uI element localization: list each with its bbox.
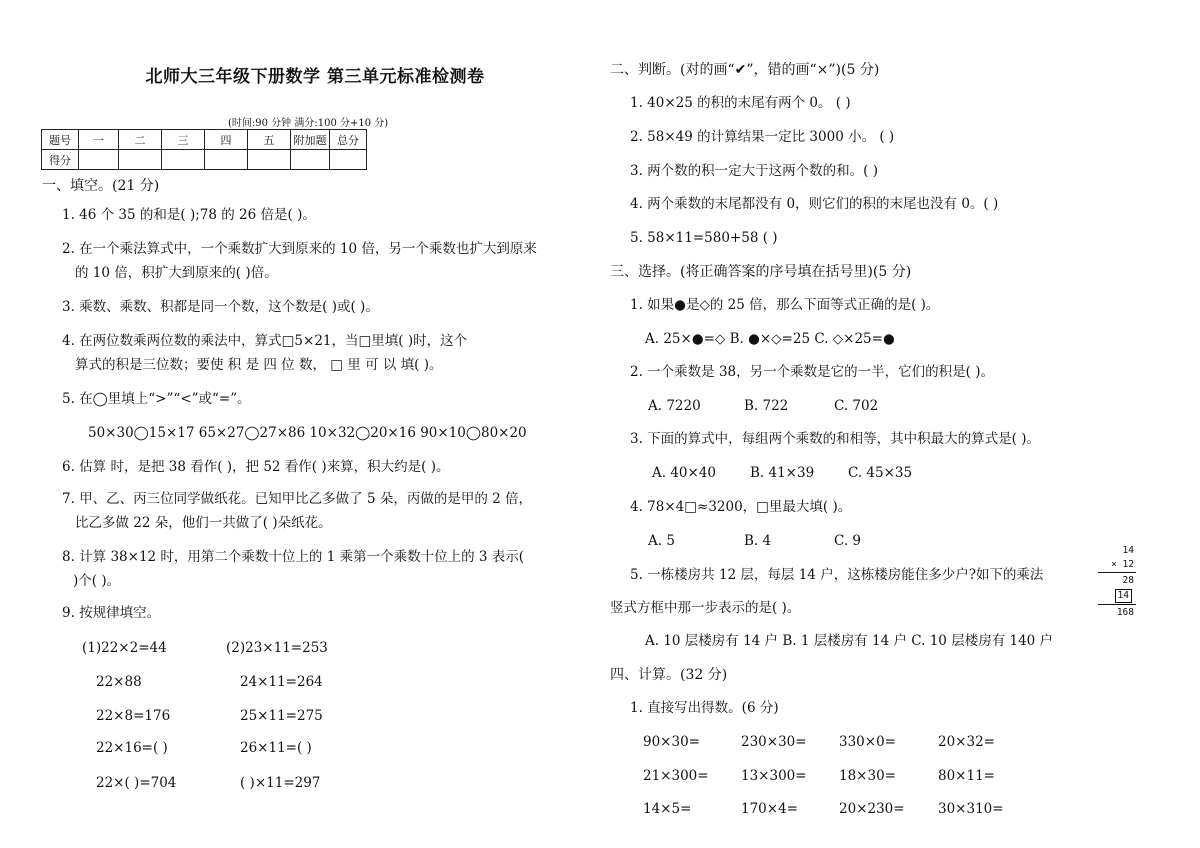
score-table-row-label: 得分 [42,150,79,170]
choice-option: B. 4 [744,533,772,549]
calc-item: 14×5= [643,801,692,817]
calc-item: 80×11= [938,768,995,784]
calc-item: 230×30= [741,734,807,750]
calc-item: 170×4= [741,801,798,817]
choice-option: C. 9 [834,533,862,549]
pattern-right-item: ( )×11=297 [240,775,321,791]
vertical-top-factor: 14 [1122,545,1134,556]
vertical-rule [1098,572,1136,573]
vertical-partial-product: 28 [1122,575,1134,586]
score-table-score-row [42,150,367,170]
calc-item: 21×300= [643,768,709,784]
score-table-header: 三 [162,130,205,150]
score-cell[interactable] [330,150,367,170]
pattern-right-item: 24×11=264 [240,674,323,690]
question: 8. 计算 38×12 时，用第二个乘数十位上的 1 乘第一个乘数十位上的 3 表示( [62,549,525,565]
score-table-header: 题号 [42,130,79,150]
calc-item: 330×0= [839,734,896,750]
score-cell[interactable] [79,150,119,170]
score-table-header: 四 [205,130,248,150]
question: 6. 估算 时，是把 38 看作( )，把 52 看作( )来算，积大约是( )。 [62,459,450,475]
pattern-left-item: 22×8=176 [96,708,171,724]
pattern-right-item: (2)23×11=253 [226,640,328,656]
section-heading: 三、选择。(将正确答案的序号填在括号里)(5 分) [610,264,912,280]
true-false-item: 5. 58×11=580+58 ( ) [630,230,778,246]
choice-option: C. 45×35 [848,465,913,481]
true-false-item: 2. 58×49 的计算结果一定比 3000 小。 ( ) [630,129,895,145]
score-cell[interactable] [205,150,248,170]
choice-option: C. 702 [834,398,879,414]
calc-item: 18×30= [839,768,896,784]
question: 2. 在一个乘法算式中，一个乘数扩大到原来的 10 倍，另一个乘数也扩大到原来 [62,241,537,257]
document-title: 北师大三年级下册数学 第三单元标准检测卷 [145,67,485,87]
question-continued: 算式的积是三位数；要使 积 是 四 位 数， □ 里 可 以 填( )。 [75,357,443,373]
choice-option: A. 7220 [648,398,701,414]
choice-options: A. 10 层楼房有 14 户 B. 1 层楼房有 14 户 C. 10 层楼房有 140 户 [645,633,1054,649]
question: 7. 甲、乙、丙三位同学做纸花。已知甲比乙多做了 5 朵，丙做的是甲的 2 倍， [62,491,533,507]
choice-option: B. 41×39 [750,465,815,481]
true-false-item: 3. 两个数的积一定大于这两个数的和。( ) [630,163,878,179]
pattern-left-item: 22×( )=704 [96,775,177,791]
section-heading: 四、计算。(32 分) [610,667,728,683]
question: 3. 下面的算式中，每组两个乘数的和相等，其中积最大的算式是( )。 [630,431,1040,447]
pattern-left-item: 22×16=( ) [96,740,168,756]
score-cell[interactable] [119,150,162,170]
true-false-item: 1. 40×25 的积的末尾有两个 0。 ( ) [630,95,851,111]
question: 5. 在◯里填上“>”“<”或“=”。 [62,391,251,407]
question: 2. 一个乘数是 38，另一个乘数是它的一半，它们的积是( )。 [630,364,994,380]
score-table-header: 二 [119,130,162,150]
choice-option: A. 40×40 [652,465,716,481]
vertical-result: 168 [1116,607,1134,618]
vertical-bottom-factor: × 12 [1111,559,1134,570]
comparison-items: 50×30◯15×17 65×27◯27×86 10×32◯20×16 90×10◯80×20 [88,425,527,441]
vertical-boxed-partial: 14 [1115,589,1132,603]
calc-item: 90×30= [643,734,700,750]
vertical-multiplication [1096,544,1136,624]
question-continued: 竖式方框中那一步表示的是( )。 [610,600,801,616]
vertical-rule [1098,604,1136,605]
exam-meta: (时间:90 分钟 满分:100 分+10 分) [228,118,389,129]
question-continued: )个( )。 [73,573,121,589]
choice-option: A. 5 [648,533,675,549]
section-heading: 二、判断。(对的画“✔”，错的画“×”)(5 分) [610,62,880,78]
pattern-left-item: 22×88 [96,674,142,690]
calc-item: 13×300= [741,768,807,784]
question: 1. 如果●是◇的 25 倍，那么下面等式正确的是( )。 [630,297,940,313]
score-table-header: 附加题 [291,130,330,150]
pattern-right-item: 25×11=275 [240,708,323,724]
subsection-heading: 1. 直接写出得数。(6 分) [630,700,779,716]
question: 9. 按规律填空。 [62,605,161,621]
pattern-right-item: 26×11=( ) [240,740,312,756]
true-false-item: 4. 两个乘数的末尾都没有 0，则它们的积的末尾也没有 0。( ) [630,196,999,212]
score-table-header-row [42,130,367,150]
question: 4. 78×4□≈3200，□里最大填( )。 [630,499,852,515]
question-continued: 比乙多做 22 朵，他们一共做了( )朵纸花。 [75,515,332,531]
score-table-header: 一 [79,130,119,150]
choice-option: B. 722 [744,398,789,414]
pattern-left-item: (1)22×2=44 [82,640,167,656]
score-table-header: 五 [248,130,291,150]
question: 4. 在两位数乘两位数的乘法中，算式□5×21，当□里填( )时，这个 [62,333,468,349]
calc-item: 20×32= [938,734,995,750]
score-cell[interactable] [291,150,330,170]
score-table-header: 总分 [330,130,367,150]
score-cell[interactable] [248,150,291,170]
choice-options: A. 25×●=◇ B. ●×◇=25 C. ◇×25=● [645,331,895,347]
score-table [41,129,367,170]
question: 5. 一栋楼房共 12 层，每层 14 户，这栋楼房能住多少户?如下的乘法 [630,567,1044,583]
question: 1. 46 个 35 的和是( );78 的 26 倍是( )。 [62,207,316,223]
calc-item: 30×310= [938,801,1004,817]
section-heading: 一、填空。(21 分) [42,178,160,194]
question: 3. 乘数、乘数、积都是同一个数，这个数是( )或( )。 [62,299,379,315]
question-continued: 的 10 倍，积扩大到原来的( )倍。 [75,265,278,281]
score-cell[interactable] [162,150,205,170]
calc-item: 20×230= [839,801,905,817]
